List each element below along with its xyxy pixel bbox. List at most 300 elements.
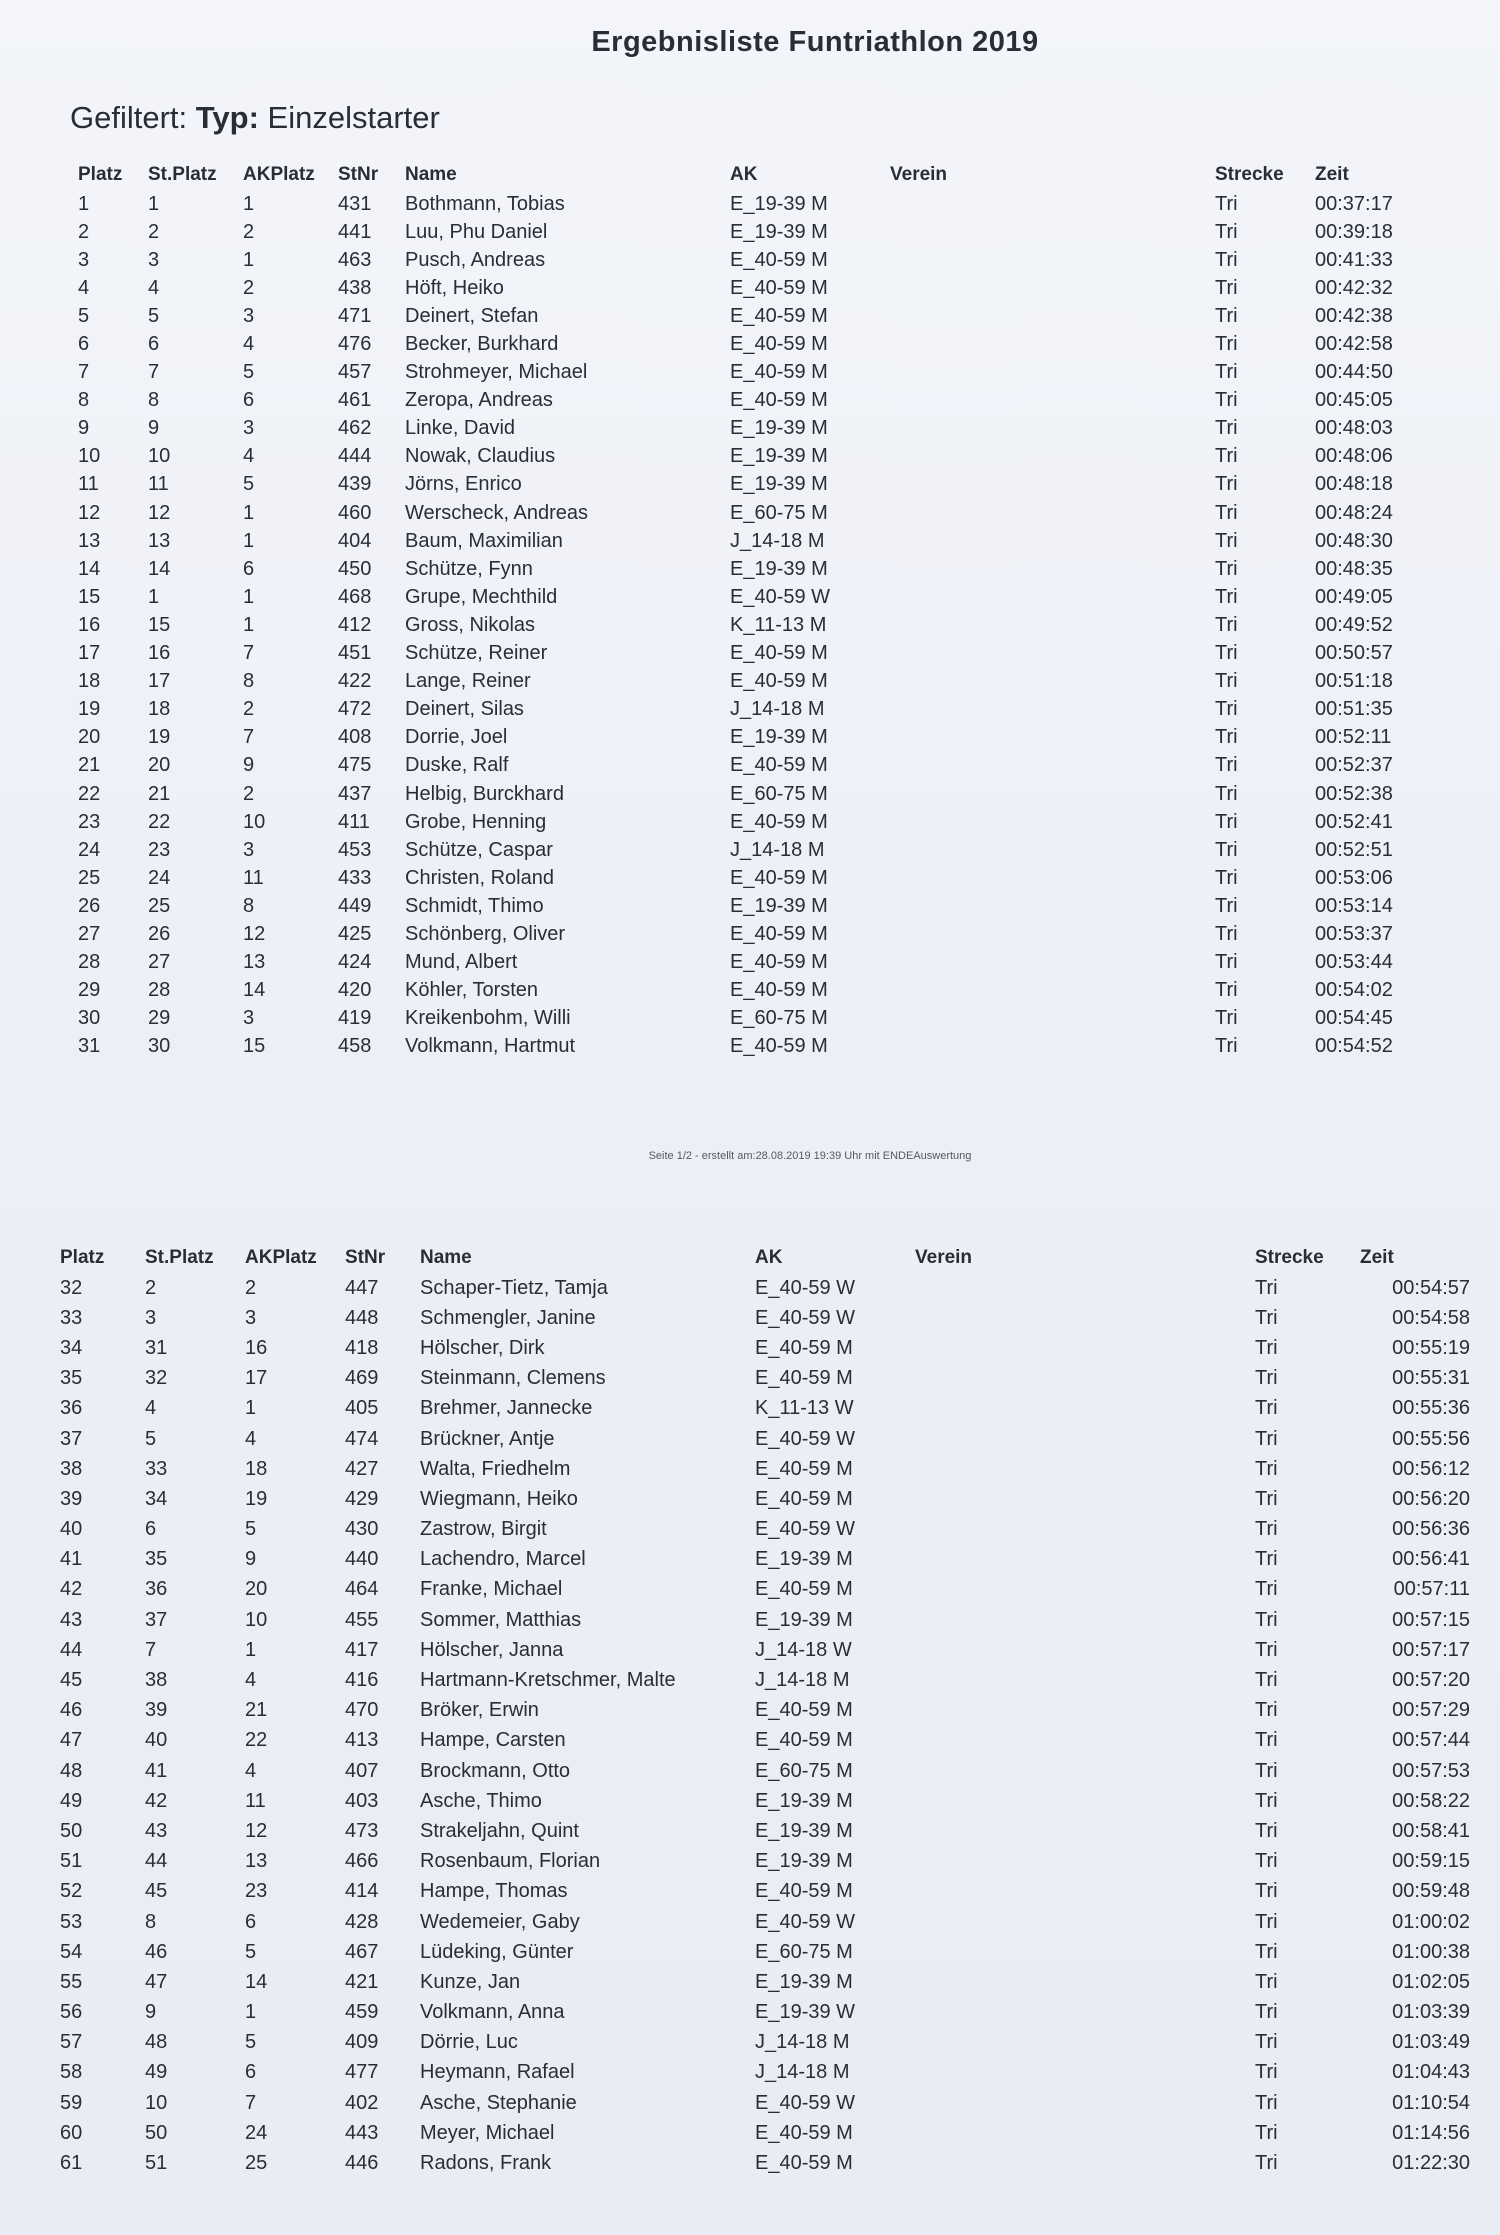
cell-strecke: Tri	[1215, 613, 1238, 636]
cell-stnr: 463	[338, 248, 372, 271]
table-row	[60, 2088, 1470, 2118]
cell-verein	[890, 302, 1215, 330]
cell-ak-platz: 11	[243, 866, 264, 889]
cell-st-platz: 51	[145, 2152, 168, 2175]
cell-zeit: 00:57:29	[1392, 1699, 1470, 1722]
column-header-platz: Platz	[60, 1247, 105, 1268]
cell-ak: J_14-18 M	[755, 2031, 850, 2054]
cell-zeit: 01:22:30	[1392, 2152, 1470, 2175]
cell-st-platz: 8	[148, 389, 160, 412]
cell-zeit: 00:37:17	[1315, 192, 1393, 215]
cell-verein	[890, 808, 1215, 836]
cell-strecke: Tri	[1215, 922, 1238, 945]
cell-st-platz: 24	[148, 866, 171, 889]
cell-platz: 55	[60, 1970, 83, 1993]
cell-strecke: Tri	[1255, 2091, 1278, 2114]
cell-st-platz: 22	[148, 810, 171, 833]
table-row	[60, 1364, 1470, 1394]
cell-stnr: 427	[345, 1457, 379, 1480]
table-row	[60, 1907, 1470, 1937]
cell-ak-platz: 20	[245, 1578, 268, 1601]
cell-platz: 22	[78, 782, 101, 805]
cell-platz: 54	[60, 1940, 83, 1963]
cell-ak: E_40-59 W	[755, 2091, 856, 2114]
cell-zeit: 01:03:39	[1392, 2001, 1470, 2024]
cell-ak: E_40-59 W	[755, 1910, 856, 1933]
cell-verein	[915, 1333, 1255, 1363]
cell-stnr: 411	[338, 810, 370, 833]
cell-stnr: 468	[338, 585, 372, 608]
cell-ak-platz: 2	[245, 1276, 257, 1299]
cell-platz: 17	[78, 642, 101, 665]
table-row	[78, 1005, 1415, 1033]
cell-stnr: 477	[345, 2061, 379, 2084]
cell-ak: E_40-59 M	[730, 670, 828, 693]
cell-ak-platz: 3	[243, 838, 255, 861]
cell-strecke: Tri	[1215, 1007, 1238, 1030]
cell-stnr: 474	[345, 1427, 379, 1450]
cell-verein	[915, 1575, 1255, 1605]
cell-ak-platz: 19	[245, 1487, 268, 1510]
cell-strecke: Tri	[1255, 1336, 1278, 1359]
cell-ak: E_40-59 M	[730, 248, 828, 271]
cell-stnr: 457	[338, 361, 372, 384]
cell-stnr: 439	[338, 473, 372, 496]
cell-ak: E_40-59 M	[755, 1729, 853, 1752]
cell-ak: E_19-39 M	[755, 1548, 853, 1571]
cell-st-platz: 10	[145, 2091, 168, 2114]
cell-verein	[890, 920, 1215, 948]
cell-verein	[890, 640, 1215, 668]
cell-zeit: 00:45:05	[1315, 389, 1393, 412]
cell-name: Pusch, Andreas	[405, 248, 546, 271]
cell-stnr: 461	[338, 389, 372, 412]
cell-st-platz: 32	[145, 1367, 168, 1390]
cell-stnr: 476	[338, 333, 372, 356]
cell-verein	[890, 949, 1215, 977]
cell-strecke: Tri	[1255, 2031, 1278, 2054]
cell-st-platz: 37	[145, 1608, 168, 1631]
cell-ak: J_14-18 M	[755, 2061, 850, 2084]
cell-name: Kunze, Jan	[420, 1970, 521, 1993]
cell-platz: 37	[60, 1427, 83, 1450]
cell-platz: 12	[78, 501, 101, 524]
cell-stnr: 405	[345, 1397, 379, 1420]
cell-platz: 1	[78, 192, 90, 215]
cell-stnr: 437	[338, 782, 372, 805]
cell-ak-platz: 4	[243, 445, 255, 468]
cell-name: Walta, Friedhelm	[420, 1457, 571, 1480]
cell-verein	[915, 1756, 1255, 1786]
cell-platz: 51	[60, 1850, 83, 1873]
cell-st-platz: 36	[145, 1578, 168, 1601]
cell-zeit: 00:59:48	[1392, 1880, 1470, 1903]
cell-st-platz: 30	[148, 1035, 171, 1058]
cell-st-platz: 25	[148, 894, 171, 917]
cell-platz: 47	[60, 1729, 83, 1752]
table-header-row	[78, 160, 1415, 190]
cell-platz: 61	[60, 2152, 83, 2175]
cell-st-platz: 29	[148, 1007, 171, 1030]
column-header-zeit: Zeit	[1315, 164, 1349, 185]
column-header-stnr: StNr	[338, 164, 379, 185]
cell-name: Lachendro, Marcel	[420, 1548, 586, 1571]
cell-stnr: 447	[345, 1276, 379, 1299]
cell-st-platz: 6	[148, 333, 160, 356]
cell-platz: 8	[78, 389, 90, 412]
cell-ak: E_40-59 M	[755, 1367, 853, 1390]
table-row	[78, 977, 1415, 1005]
cell-platz: 36	[60, 1397, 83, 1420]
cell-strecke: Tri	[1215, 473, 1238, 496]
cell-strecke: Tri	[1255, 1367, 1278, 1390]
table-row	[60, 1998, 1470, 2028]
cell-zeit: 00:57:11	[1393, 1578, 1470, 1601]
cell-ak: E_19-39 M	[730, 445, 828, 468]
cell-ak: E_19-39 M	[730, 557, 828, 580]
table-row	[78, 808, 1415, 836]
cell-ak: E_60-75 M	[755, 1940, 853, 1963]
table-row	[78, 920, 1415, 948]
cell-ak: J_14-18 M	[730, 838, 825, 861]
cell-strecke: Tri	[1255, 1940, 1278, 1963]
cell-zeit: 00:54:52	[1315, 1035, 1393, 1058]
cell-verein	[915, 1967, 1255, 1997]
cell-platz: 56	[60, 2001, 83, 2024]
cell-strecke: Tri	[1215, 838, 1238, 861]
cell-strecke: Tri	[1255, 1970, 1278, 1993]
cell-platz: 4	[78, 276, 90, 299]
cell-zeit: 00:58:41	[1392, 1819, 1470, 1842]
cell-stnr: 469	[345, 1367, 379, 1390]
table-row	[78, 218, 1415, 246]
cell-stnr: 448	[345, 1306, 379, 1329]
cell-zeit: 00:53:44	[1315, 951, 1393, 974]
cell-stnr: 425	[338, 922, 372, 945]
cell-ak: E_40-59 M	[730, 754, 828, 777]
cell-strecke: Tri	[1255, 1819, 1278, 1842]
cell-stnr: 473	[345, 1819, 379, 1842]
cell-name: Schönberg, Oliver	[405, 922, 566, 945]
cell-verein	[890, 527, 1215, 555]
table-row	[60, 1756, 1470, 1786]
cell-stnr: 420	[338, 979, 372, 1002]
cell-strecke: Tri	[1255, 1518, 1278, 1541]
table-row	[60, 1424, 1470, 1454]
column-header-ak: AK	[730, 164, 758, 185]
cell-platz: 29	[78, 979, 101, 1002]
cell-zeit: 00:39:18	[1315, 220, 1393, 243]
cell-ak-platz: 3	[245, 1306, 257, 1329]
table-row	[78, 415, 1415, 443]
cell-platz: 42	[60, 1578, 83, 1601]
table-row	[78, 190, 1415, 218]
cell-verein	[890, 218, 1215, 246]
column-header-ak-platz: AKPlatz	[245, 1247, 317, 1268]
cell-stnr: 424	[338, 951, 372, 974]
cell-ak: E_40-59 M	[730, 304, 828, 327]
cell-name: Deinert, Stefan	[405, 304, 539, 327]
cell-zeit: 00:42:32	[1315, 276, 1393, 299]
cell-strecke: Tri	[1215, 445, 1238, 468]
cell-zeit: 00:51:18	[1315, 670, 1393, 693]
cell-ak-platz: 6	[243, 557, 255, 580]
cell-ak: E_40-59 M	[755, 1336, 853, 1359]
cell-st-platz: 5	[148, 304, 160, 327]
cell-platz: 25	[78, 866, 101, 889]
cell-st-platz: 42	[145, 1789, 168, 1812]
cell-platz: 15	[78, 585, 101, 608]
cell-name: Schütze, Reiner	[405, 642, 548, 665]
cell-strecke: Tri	[1255, 1427, 1278, 1450]
cell-strecke: Tri	[1215, 698, 1238, 721]
cell-st-platz: 43	[145, 1819, 168, 1842]
cell-stnr: 475	[338, 754, 372, 777]
table-header-row	[60, 1243, 1470, 1273]
cell-ak: E_40-59 M	[730, 951, 828, 974]
cell-platz: 26	[78, 894, 101, 917]
cell-ak-platz: 10	[245, 1608, 268, 1631]
cell-strecke: Tri	[1215, 951, 1238, 974]
cell-verein	[890, 415, 1215, 443]
cell-st-platz: 39	[145, 1699, 168, 1722]
cell-zeit: 00:53:14	[1315, 894, 1393, 917]
cell-st-platz: 9	[148, 417, 160, 440]
cell-st-platz: 8	[145, 1910, 157, 1933]
cell-strecke: Tri	[1215, 810, 1238, 833]
cell-st-platz: 7	[148, 361, 160, 384]
cell-ak-platz: 9	[243, 754, 255, 777]
cell-ak-platz: 2	[243, 220, 255, 243]
cell-ak: E_40-59 M	[730, 276, 828, 299]
cell-verein	[915, 1696, 1255, 1726]
cell-name: Schaper-Tietz, Tamja	[420, 1276, 608, 1299]
cell-verein	[915, 1273, 1255, 1303]
column-header-name: Name	[420, 1247, 472, 1268]
cell-verein	[915, 1545, 1255, 1575]
table-row	[60, 1877, 1470, 1907]
cell-stnr: 404	[338, 529, 372, 552]
cell-zeit: 00:59:15	[1392, 1850, 1470, 1873]
cell-verein	[890, 190, 1215, 218]
cell-strecke: Tri	[1255, 1699, 1278, 1722]
cell-stnr: 440	[345, 1548, 379, 1571]
cell-stnr: 422	[338, 670, 372, 693]
cell-platz: 41	[60, 1548, 83, 1571]
cell-ak: E_40-59 M	[730, 361, 828, 384]
cell-zeit: 00:55:19	[1392, 1336, 1470, 1359]
page-title: Ergebnisliste Funtriathlon 2019	[591, 26, 1039, 58]
cell-ak-platz: 6	[245, 1910, 257, 1933]
cell-platz: 21	[78, 754, 101, 777]
column-header-ak: AK	[755, 1247, 783, 1268]
cell-ak-platz: 15	[243, 1035, 266, 1058]
cell-stnr: 403	[345, 1789, 379, 1812]
cell-st-platz: 20	[148, 754, 171, 777]
cell-st-platz: 1	[148, 192, 160, 215]
cell-verein	[915, 1454, 1255, 1484]
cell-st-platz: 34	[145, 1487, 168, 1510]
cell-verein	[915, 2118, 1255, 2148]
cell-st-platz: 6	[145, 1518, 157, 1541]
cell-verein	[915, 1364, 1255, 1394]
cell-platz: 39	[60, 1487, 83, 1510]
cell-ak-platz: 13	[245, 1850, 268, 1873]
column-header-st-platz: St.Platz	[145, 1247, 214, 1268]
cell-platz: 59	[60, 2091, 83, 2114]
cell-stnr: 444	[338, 445, 372, 468]
cell-strecke: Tri	[1215, 1035, 1238, 1058]
cell-platz: 45	[60, 1669, 83, 1692]
cell-ak: E_40-59 W	[755, 1306, 856, 1329]
table-row	[60, 1484, 1470, 1514]
cell-name: Strakeljahn, Quint	[420, 1819, 579, 1842]
cell-stnr: 460	[338, 501, 372, 524]
filter-value: Einzelstarter	[267, 100, 440, 135]
cell-ak: E_19-39 M	[755, 1970, 853, 1993]
cell-strecke: Tri	[1215, 894, 1238, 917]
cell-strecke: Tri	[1255, 1638, 1278, 1661]
cell-ak: E_60-75 M	[730, 501, 828, 524]
cell-ak-platz: 1	[245, 2001, 257, 2024]
cell-strecke: Tri	[1215, 192, 1238, 215]
table-row	[60, 1303, 1470, 1333]
cell-name: Grupe, Mechthild	[405, 585, 558, 608]
cell-verein	[915, 2148, 1255, 2178]
cell-strecke: Tri	[1255, 1306, 1278, 1329]
column-header-zeit: Zeit	[1360, 1247, 1394, 1268]
cell-ak-platz: 25	[245, 2152, 268, 2175]
table-row	[78, 611, 1415, 639]
cell-zeit: 00:42:38	[1315, 304, 1393, 327]
cell-verein	[890, 274, 1215, 302]
cell-platz: 27	[78, 922, 101, 945]
cell-zeit: 00:57:15	[1392, 1608, 1470, 1631]
table-row	[78, 724, 1415, 752]
table-row	[78, 836, 1415, 864]
cell-name: Wedemeier, Gaby	[420, 1910, 580, 1933]
cell-ak: E_40-59 M	[730, 866, 828, 889]
column-header-platz: Platz	[78, 164, 123, 185]
cell-st-platz: 9	[145, 2001, 157, 2024]
cell-verein	[890, 471, 1215, 499]
cell-strecke: Tri	[1215, 417, 1238, 440]
table-row	[60, 1454, 1470, 1484]
cell-ak-platz: 1	[243, 585, 255, 608]
table-row	[78, 527, 1415, 555]
cell-name: Mund, Albert	[405, 951, 518, 974]
cell-ak-platz: 4	[245, 1759, 257, 1782]
cell-zeit: 00:56:20	[1392, 1487, 1470, 1510]
cell-ak-platz: 5	[243, 473, 255, 496]
cell-ak: E_40-59 M	[755, 1699, 853, 1722]
cell-verein	[915, 1816, 1255, 1846]
cell-name: Christen, Roland	[405, 866, 554, 889]
cell-ak: E_60-75 M	[755, 1759, 853, 1782]
cell-stnr: 431	[338, 192, 372, 215]
cell-name: Brockmann, Otto	[420, 1759, 571, 1782]
table-row	[78, 302, 1415, 330]
cell-strecke: Tri	[1255, 1880, 1278, 1903]
cell-zeit: 00:55:31	[1392, 1367, 1470, 1390]
cell-name: Rosenbaum, Florian	[420, 1850, 601, 1873]
cell-strecke: Tri	[1255, 1789, 1278, 1812]
cell-verein	[890, 611, 1215, 639]
cell-name: Wiegmann, Heiko	[420, 1487, 578, 1510]
cell-zeit: 00:44:50	[1315, 361, 1393, 384]
cell-zeit: 00:54:02	[1315, 979, 1393, 1002]
cell-stnr: 428	[345, 1910, 379, 1933]
cell-st-platz: 45	[145, 1880, 168, 1903]
cell-stnr: 408	[338, 726, 372, 749]
cell-strecke: Tri	[1255, 1487, 1278, 1510]
cell-name: Bröker, Erwin	[420, 1699, 539, 1722]
cell-ak: E_19-39 M	[755, 1608, 853, 1631]
cell-platz: 53	[60, 1910, 83, 1933]
cell-stnr: 450	[338, 557, 372, 580]
filter-line	[70, 100, 440, 136]
cell-st-platz: 31	[145, 1336, 168, 1359]
cell-ak: E_19-39 M	[730, 726, 828, 749]
cell-ak: J_14-18 M	[755, 1669, 850, 1692]
cell-strecke: Tri	[1215, 333, 1238, 356]
cell-platz: 19	[78, 698, 101, 721]
cell-ak: J_14-18 W	[755, 1638, 852, 1661]
cell-verein	[890, 836, 1215, 864]
cell-zeit: 00:53:37	[1315, 922, 1393, 945]
cell-stnr: 471	[338, 304, 372, 327]
cell-strecke: Tri	[1255, 1850, 1278, 1873]
cell-verein	[915, 1726, 1255, 1756]
cell-ak: E_40-59 M	[755, 1457, 853, 1480]
cell-strecke: Tri	[1255, 1548, 1278, 1571]
cell-ak-platz: 18	[245, 1457, 268, 1480]
cell-ak-platz: 13	[243, 951, 266, 974]
cell-stnr: 438	[338, 276, 372, 299]
cell-strecke: Tri	[1215, 670, 1238, 693]
cell-stnr: 451	[338, 642, 372, 665]
table-row	[60, 2058, 1470, 2088]
cell-verein	[890, 499, 1215, 527]
column-header-strecke: Strecke	[1255, 1247, 1324, 1268]
cell-stnr: 407	[345, 1759, 379, 1782]
filter-key: Typ:	[195, 100, 259, 135]
cell-strecke: Tri	[1215, 361, 1238, 384]
cell-ak-platz: 6	[243, 389, 255, 412]
cell-st-platz: 50	[145, 2121, 168, 2144]
cell-ak: E_40-59 W	[755, 1427, 856, 1450]
cell-zeit: 00:57:20	[1392, 1669, 1470, 1692]
cell-zeit: 00:52:11	[1315, 726, 1392, 749]
cell-st-platz: 35	[145, 1548, 168, 1571]
table-row	[60, 1967, 1470, 1997]
cell-platz: 6	[78, 333, 90, 356]
cell-strecke: Tri	[1215, 304, 1238, 327]
cell-strecke: Tri	[1255, 2061, 1278, 2084]
table-row	[78, 471, 1415, 499]
cell-ak-platz: 4	[245, 1669, 257, 1692]
cell-name: Hampe, Carsten	[420, 1729, 566, 1752]
cell-verein	[890, 696, 1215, 724]
cell-verein	[915, 2058, 1255, 2088]
cell-ak-platz: 22	[245, 1729, 268, 1752]
cell-zeit: 00:52:38	[1315, 782, 1393, 805]
cell-st-platz: 49	[145, 2061, 168, 2084]
cell-name: Asche, Stephanie	[420, 2091, 577, 2114]
cell-zeit: 00:51:35	[1315, 698, 1393, 721]
cell-ak: E_19-39 M	[730, 473, 828, 496]
column-header-strecke: Strecke	[1215, 164, 1284, 185]
